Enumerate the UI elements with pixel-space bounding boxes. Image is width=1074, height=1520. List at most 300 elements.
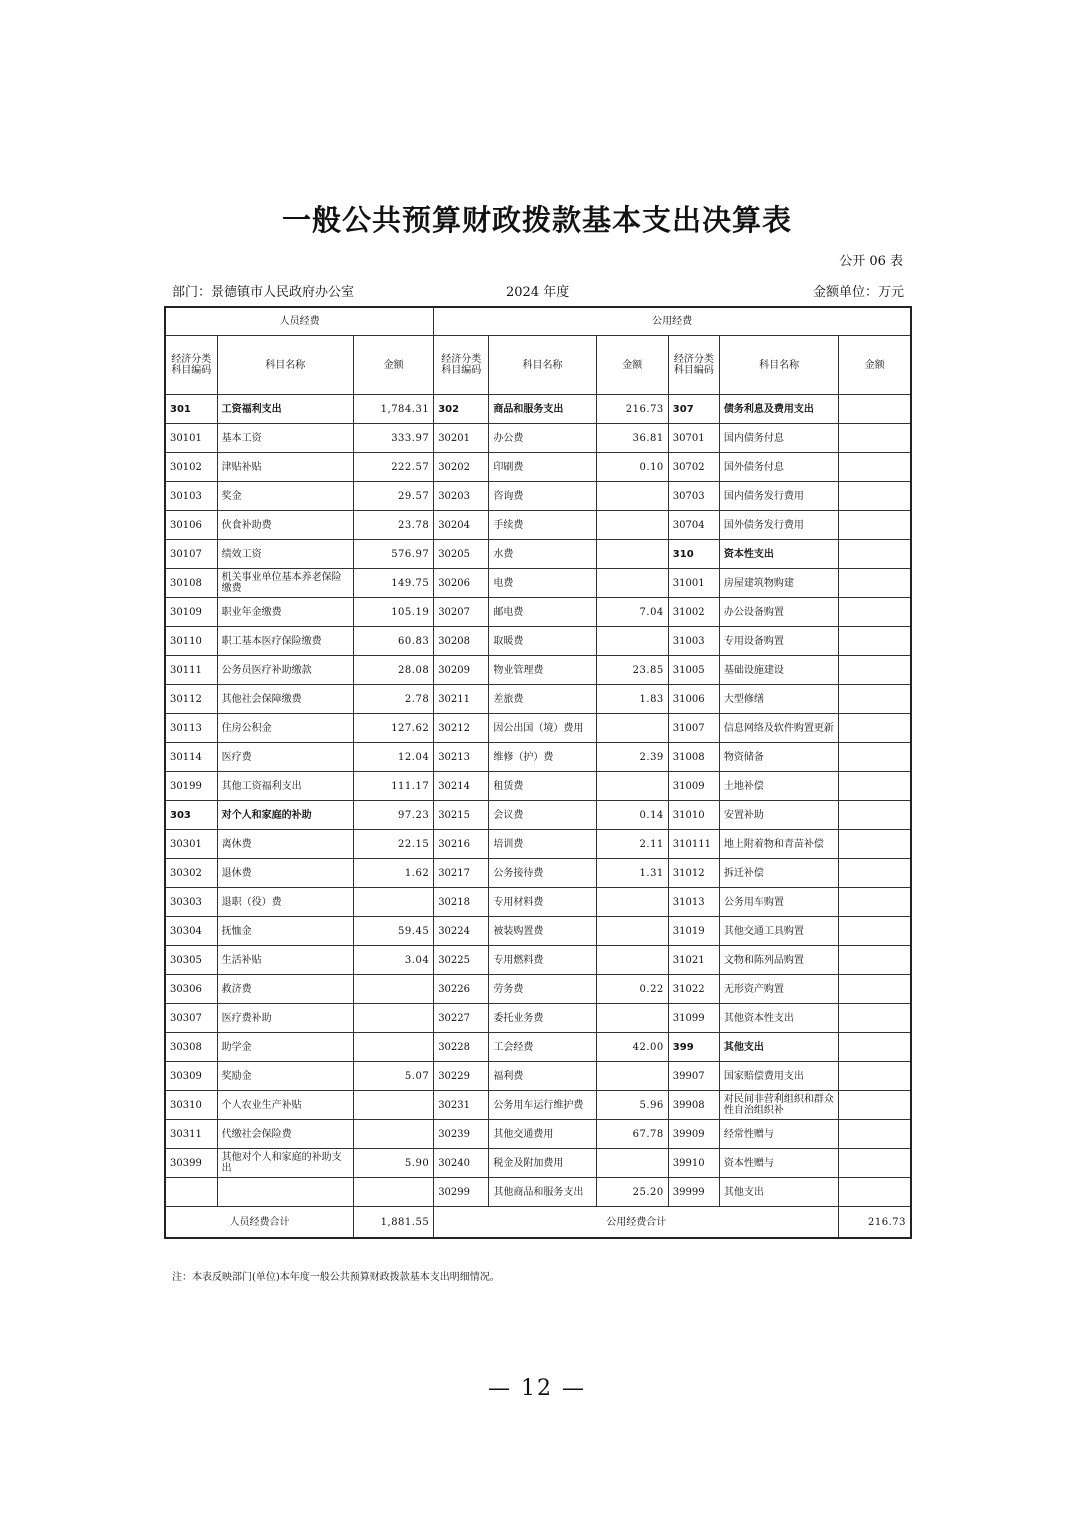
cell-amount <box>839 714 911 743</box>
cell-code: 30225 <box>434 946 489 975</box>
cell-code: 30106 <box>165 511 217 540</box>
cell-name: 代缴社会保险费 <box>217 1120 353 1149</box>
cell-code: 30399 <box>165 1149 217 1178</box>
cell-amount <box>839 1149 911 1178</box>
cell-amount <box>353 1004 433 1033</box>
cell-code: 30309 <box>165 1062 217 1091</box>
cell-code: 303 <box>165 801 217 830</box>
cell-code: 30212 <box>434 714 489 743</box>
table-row <box>165 1004 911 1033</box>
column-header-name: 科目名称 <box>217 336 353 395</box>
cell-code: 30228 <box>434 1033 489 1062</box>
page-title: 一般公共预算财政拨款基本支出决算表 <box>281 203 792 237</box>
cell-code: 30205 <box>434 540 489 569</box>
cell-amount <box>596 482 668 511</box>
cell-name: 助学金 <box>217 1033 353 1062</box>
table-row <box>165 1033 911 1062</box>
cell-name: 专用燃料费 <box>489 946 596 975</box>
cell-name: 劳务费 <box>489 975 596 1004</box>
cell-amount: 28.08 <box>353 656 433 685</box>
form-number: 公开 06 表 <box>839 254 903 269</box>
cell-code: 30307 <box>165 1004 217 1033</box>
cell-code: 30231 <box>434 1091 489 1120</box>
cell-amount: 2.39 <box>596 743 668 772</box>
cell-code: 30112 <box>165 685 217 714</box>
cell-amount <box>839 656 911 685</box>
cell-name: 信息网络及软件购置更新 <box>719 714 838 743</box>
cell-code: 30107 <box>165 540 217 569</box>
cell-name: 电费 <box>489 569 596 598</box>
cell-code: 31099 <box>668 1004 719 1033</box>
cell-code: 310 <box>668 540 719 569</box>
cell-code: 30226 <box>434 975 489 1004</box>
cell-amount: 3.04 <box>353 946 433 975</box>
table-row <box>165 1149 911 1178</box>
cell-name: 物资储备 <box>719 743 838 772</box>
cell-name: 离休费 <box>217 830 353 859</box>
table-row <box>165 685 911 714</box>
cell-name: 其他资本性支出 <box>719 1004 838 1033</box>
table-row <box>165 888 911 917</box>
cell-amount: 216.73 <box>596 395 668 424</box>
cell-name: 福利费 <box>489 1062 596 1091</box>
cell-amount <box>839 859 911 888</box>
cell-code: 30214 <box>434 772 489 801</box>
cell-amount: 22.15 <box>353 830 433 859</box>
cell-name: 办公设备购置 <box>719 598 838 627</box>
cell-amount <box>596 1004 668 1033</box>
cell-code: 30209 <box>434 656 489 685</box>
cell-code: 30305 <box>165 946 217 975</box>
cell-name: 生活补贴 <box>217 946 353 975</box>
table-row <box>165 1120 911 1149</box>
cell-amount <box>839 917 911 946</box>
table-row <box>165 917 911 946</box>
cell-code: 31008 <box>668 743 719 772</box>
cell-name: 机关事业单位基本养老保险缴费 <box>217 569 353 598</box>
cell-name: 商品和服务支出 <box>489 395 596 424</box>
cell-code: 30301 <box>165 830 217 859</box>
cell-amount <box>596 714 668 743</box>
cell-code: 39908 <box>668 1091 719 1120</box>
cell-amount <box>839 888 911 917</box>
cell-code: 39909 <box>668 1120 719 1149</box>
cell-code: 30103 <box>165 482 217 511</box>
public-group-header: 公用经费 <box>434 307 911 336</box>
cell-amount: 12.04 <box>353 743 433 772</box>
cell-name: 债务利息及费用支出 <box>719 395 838 424</box>
cell-code: 30218 <box>434 888 489 917</box>
cell-amount: 1.62 <box>353 859 433 888</box>
cell-code: 31007 <box>668 714 719 743</box>
cell-code: 30201 <box>434 424 489 453</box>
cell-code: 30299 <box>434 1178 489 1207</box>
cell-code: 30306 <box>165 975 217 1004</box>
cell-amount: 2.11 <box>596 830 668 859</box>
cell-amount <box>596 917 668 946</box>
table-row <box>165 714 911 743</box>
column-header-name: 科目名称 <box>489 336 596 395</box>
cell-name: 公务接待费 <box>489 859 596 888</box>
cell-name: 国内债务发行费用 <box>719 482 838 511</box>
cell-name: 基础设施建设 <box>719 656 838 685</box>
cell-amount <box>839 743 911 772</box>
cell-code: 30702 <box>668 453 719 482</box>
column-header-row <box>165 336 911 395</box>
cell-code: 30240 <box>434 1149 489 1178</box>
cell-code: 307 <box>668 395 719 424</box>
cell-amount: 576.97 <box>353 540 433 569</box>
table-row <box>165 1091 911 1120</box>
cell-amount: 1,784.31 <box>353 395 433 424</box>
cell-code: 30216 <box>434 830 489 859</box>
cell-amount: 127.62 <box>353 714 433 743</box>
cell-code: 30204 <box>434 511 489 540</box>
personnel-total-label: 人员经费合计 <box>165 1207 353 1239</box>
cell-code: 31003 <box>668 627 719 656</box>
cell-code: 30208 <box>434 627 489 656</box>
cell-name: 公务用车运行维护费 <box>489 1091 596 1120</box>
cell-name: 水费 <box>489 540 596 569</box>
table-row <box>165 540 911 569</box>
cell-code: 30217 <box>434 859 489 888</box>
cell-name: 国内债务付息 <box>719 424 838 453</box>
cell-name: 取暖费 <box>489 627 596 656</box>
cell-amount <box>596 772 668 801</box>
cell-name: 对个人和家庭的补助 <box>217 801 353 830</box>
cell-code: 39999 <box>668 1178 719 1207</box>
cell-name: 维修（护）费 <box>489 743 596 772</box>
cell-amount: 1.31 <box>596 859 668 888</box>
column-header-amount: 金额 <box>839 336 911 395</box>
cell-code: 30102 <box>165 453 217 482</box>
cell-code: 30224 <box>434 917 489 946</box>
cell-name: 工会经费 <box>489 1033 596 1062</box>
cell-name: 经常性赠与 <box>719 1120 838 1149</box>
cell-name: 税金及附加费用 <box>489 1149 596 1178</box>
cell-name: 医疗费补助 <box>217 1004 353 1033</box>
cell-amount <box>839 511 911 540</box>
table-row <box>165 830 911 859</box>
expenditure-table <box>164 306 912 1239</box>
cell-code: 30211 <box>434 685 489 714</box>
cell-amount: 0.10 <box>596 453 668 482</box>
cell-name: 公务员医疗补助缴款 <box>217 656 353 685</box>
cell-name <box>217 1178 353 1207</box>
cell-amount <box>839 598 911 627</box>
cell-code: 31013 <box>668 888 719 917</box>
cell-name: 专用材料费 <box>489 888 596 917</box>
cell-name: 大型修缮 <box>719 685 838 714</box>
cell-name: 印刷费 <box>489 453 596 482</box>
cell-name: 工资福利支出 <box>217 395 353 424</box>
personnel-total-amount: 1,881.55 <box>353 1207 433 1239</box>
cell-name: 国外债务发行费用 <box>719 511 838 540</box>
cell-code: 30215 <box>434 801 489 830</box>
cell-amount <box>839 801 911 830</box>
cell-name: 差旅费 <box>489 685 596 714</box>
cell-name: 对民间非营利组织和群众性自治组织补 <box>719 1091 838 1120</box>
cell-amount: 1.83 <box>596 685 668 714</box>
cell-name: 安置补助 <box>719 801 838 830</box>
cell-name: 其他交通费用 <box>489 1120 596 1149</box>
cell-amount: 149.75 <box>353 569 433 598</box>
public-total-label: 公用经费合计 <box>434 1207 839 1239</box>
group-header-row <box>165 307 911 336</box>
cell-code: 30304 <box>165 917 217 946</box>
cell-amount <box>596 1062 668 1091</box>
cell-code: 31012 <box>668 859 719 888</box>
cell-amount <box>839 1062 911 1091</box>
cell-name: 基本工资 <box>217 424 353 453</box>
cell-name: 资本性赠与 <box>719 1149 838 1178</box>
table-row <box>165 656 911 685</box>
cell-name: 无形资产购置 <box>719 975 838 1004</box>
cell-name: 咨询费 <box>489 482 596 511</box>
column-header-code: 经济分类科目编码 <box>668 336 719 395</box>
cell-amount <box>596 569 668 598</box>
cell-name: 奖金 <box>217 482 353 511</box>
cell-code: 30207 <box>434 598 489 627</box>
cell-name: 其他支出 <box>719 1178 838 1207</box>
cell-code: 31005 <box>668 656 719 685</box>
column-header-amount: 金额 <box>596 336 668 395</box>
cell-amount <box>839 453 911 482</box>
cell-name: 因公出国（境）费用 <box>489 714 596 743</box>
table-row <box>165 801 911 830</box>
table-row <box>165 395 911 424</box>
cell-name: 救济费 <box>217 975 353 1004</box>
table-row <box>165 627 911 656</box>
cell-code: 30113 <box>165 714 217 743</box>
cell-amount <box>596 627 668 656</box>
cell-name: 奖励金 <box>217 1062 353 1091</box>
cell-code: 31002 <box>668 598 719 627</box>
cell-name: 退休费 <box>217 859 353 888</box>
cell-name: 拆迁补偿 <box>719 859 838 888</box>
cell-amount <box>596 540 668 569</box>
cell-name: 其他商品和服务支出 <box>489 1178 596 1207</box>
cell-amount <box>839 1178 911 1207</box>
cell-name: 其他社会保障缴费 <box>217 685 353 714</box>
cell-name: 其他工资福利支出 <box>217 772 353 801</box>
cell-amount <box>839 569 911 598</box>
cell-name: 文物和陈列品购置 <box>719 946 838 975</box>
cell-amount <box>353 888 433 917</box>
cell-code: 30199 <box>165 772 217 801</box>
cell-name: 国外债务付息 <box>719 453 838 482</box>
cell-amount: 333.97 <box>353 424 433 453</box>
cell-amount <box>839 627 911 656</box>
cell-amount <box>596 511 668 540</box>
amount-unit: 金额单位：万元 <box>812 285 904 300</box>
cell-amount <box>353 1120 433 1149</box>
cell-name: 伙食补助费 <box>217 511 353 540</box>
column-header-code: 经济分类科目编码 <box>165 336 217 395</box>
cell-name: 其他对个人和家庭的补助支出 <box>217 1149 353 1178</box>
cell-name: 房屋建筑物购建 <box>719 569 838 598</box>
cell-code: 39910 <box>668 1149 719 1178</box>
cell-name: 抚恤金 <box>217 917 353 946</box>
cell-amount: 36.81 <box>596 424 668 453</box>
cell-code: 30239 <box>434 1120 489 1149</box>
cell-amount <box>596 888 668 917</box>
cell-code: 30310 <box>165 1091 217 1120</box>
cell-name: 退职（役）费 <box>217 888 353 917</box>
cell-amount: 2.78 <box>353 685 433 714</box>
cell-amount: 25.20 <box>596 1178 668 1207</box>
cell-code: 30703 <box>668 482 719 511</box>
cell-name: 培训费 <box>489 830 596 859</box>
cell-amount: 5.96 <box>596 1091 668 1120</box>
cell-amount: 105.19 <box>353 598 433 627</box>
cell-name: 国家赔偿费用支出 <box>719 1062 838 1091</box>
cell-code: 30110 <box>165 627 217 656</box>
cell-name: 委托业务费 <box>489 1004 596 1033</box>
cell-name: 土地补偿 <box>719 772 838 801</box>
cell-code: 30311 <box>165 1120 217 1149</box>
cell-code: 39907 <box>668 1062 719 1091</box>
cell-code: 31021 <box>668 946 719 975</box>
column-header-name: 科目名称 <box>719 336 838 395</box>
table-row <box>165 743 911 772</box>
table-row <box>165 424 911 453</box>
cell-amount: 29.57 <box>353 482 433 511</box>
cell-name: 公务用车购置 <box>719 888 838 917</box>
cell-name: 地上附着物和青苗补偿 <box>719 830 838 859</box>
cell-amount: 67.78 <box>596 1120 668 1149</box>
cell-code: 302 <box>434 395 489 424</box>
cell-code: 31006 <box>668 685 719 714</box>
fiscal-year: 2024 年度 <box>506 285 570 300</box>
cell-amount: 0.22 <box>596 975 668 1004</box>
cell-amount: 59.45 <box>353 917 433 946</box>
cell-amount <box>839 1120 911 1149</box>
cell-amount <box>839 424 911 453</box>
cell-amount <box>839 540 911 569</box>
table-row <box>165 511 911 540</box>
table-row <box>165 946 911 975</box>
column-header-code: 经济分类科目编码 <box>434 336 489 395</box>
cell-code: 310111 <box>668 830 719 859</box>
page-number: — 12 — <box>488 1376 586 1401</box>
cell-name: 其他支出 <box>719 1033 838 1062</box>
cell-code: 30206 <box>434 569 489 598</box>
cell-amount <box>839 1033 911 1062</box>
cell-code: 30108 <box>165 569 217 598</box>
department-label: 部门：景德镇市人民政府办公室 <box>172 285 355 300</box>
cell-amount: 0.14 <box>596 801 668 830</box>
cell-amount <box>353 975 433 1004</box>
table-row <box>165 453 911 482</box>
cell-name: 会议费 <box>489 801 596 830</box>
cell-amount: 23.78 <box>353 511 433 540</box>
cell-amount <box>839 1091 911 1120</box>
cell-amount: 111.17 <box>353 772 433 801</box>
cell-name: 被装购置费 <box>489 917 596 946</box>
cell-amount <box>839 830 911 859</box>
table-row <box>165 1062 911 1091</box>
personnel-group-header: 人员经费 <box>165 307 434 336</box>
cell-code: 30213 <box>434 743 489 772</box>
cell-amount <box>839 685 911 714</box>
cell-name: 租赁费 <box>489 772 596 801</box>
cell-amount: 5.07 <box>353 1062 433 1091</box>
cell-amount <box>839 946 911 975</box>
totals-row <box>165 1207 911 1239</box>
cell-amount: 42.00 <box>596 1033 668 1062</box>
cell-amount <box>596 946 668 975</box>
footnote: 注：本表反映部门(单位)本年度一般公共预算财政拨款基本支出明细情况。 <box>172 1272 500 1283</box>
cell-code <box>165 1178 217 1207</box>
cell-code: 30203 <box>434 482 489 511</box>
cell-code: 30227 <box>434 1004 489 1033</box>
cell-code: 31019 <box>668 917 719 946</box>
cell-name: 资本性支出 <box>719 540 838 569</box>
cell-amount <box>353 1033 433 1062</box>
table-row <box>165 772 911 801</box>
cell-amount: 60.83 <box>353 627 433 656</box>
cell-name: 邮电费 <box>489 598 596 627</box>
cell-amount <box>596 1149 668 1178</box>
cell-code: 30229 <box>434 1062 489 1091</box>
cell-amount: 5.90 <box>353 1149 433 1178</box>
cell-code: 30701 <box>668 424 719 453</box>
cell-code: 31022 <box>668 975 719 1004</box>
cell-code: 30101 <box>165 424 217 453</box>
cell-code: 30111 <box>165 656 217 685</box>
cell-amount <box>839 395 911 424</box>
cell-code: 31001 <box>668 569 719 598</box>
cell-amount <box>839 1004 911 1033</box>
cell-name: 手续费 <box>489 511 596 540</box>
cell-code: 30109 <box>165 598 217 627</box>
cell-amount <box>839 975 911 1004</box>
cell-name: 津贴补贴 <box>217 453 353 482</box>
cell-code: 30308 <box>165 1033 217 1062</box>
cell-name: 职工基本医疗保险缴费 <box>217 627 353 656</box>
cell-name: 办公费 <box>489 424 596 453</box>
cell-amount <box>353 1091 433 1120</box>
cell-name: 职业年金缴费 <box>217 598 353 627</box>
meta-row <box>172 281 904 301</box>
table-row <box>165 482 911 511</box>
cell-code: 31010 <box>668 801 719 830</box>
cell-name: 个人农业生产补贴 <box>217 1091 353 1120</box>
cell-name: 专用设备购置 <box>719 627 838 656</box>
cell-amount: 23.85 <box>596 656 668 685</box>
cell-name: 其他交通工具购置 <box>719 917 838 946</box>
table-row <box>165 859 911 888</box>
cell-amount <box>839 772 911 801</box>
table-row <box>165 598 911 627</box>
cell-code: 399 <box>668 1033 719 1062</box>
cell-code: 30303 <box>165 888 217 917</box>
cell-amount: 222.57 <box>353 453 433 482</box>
table-row <box>165 1178 911 1207</box>
cell-name: 住房公积金 <box>217 714 353 743</box>
cell-amount: 7.04 <box>596 598 668 627</box>
cell-amount <box>839 482 911 511</box>
cell-code: 30114 <box>165 743 217 772</box>
cell-name: 医疗费 <box>217 743 353 772</box>
table-row <box>165 569 911 598</box>
cell-code: 30302 <box>165 859 217 888</box>
cell-code: 301 <box>165 395 217 424</box>
cell-code: 30202 <box>434 453 489 482</box>
cell-code: 30704 <box>668 511 719 540</box>
cell-name: 绩效工资 <box>217 540 353 569</box>
